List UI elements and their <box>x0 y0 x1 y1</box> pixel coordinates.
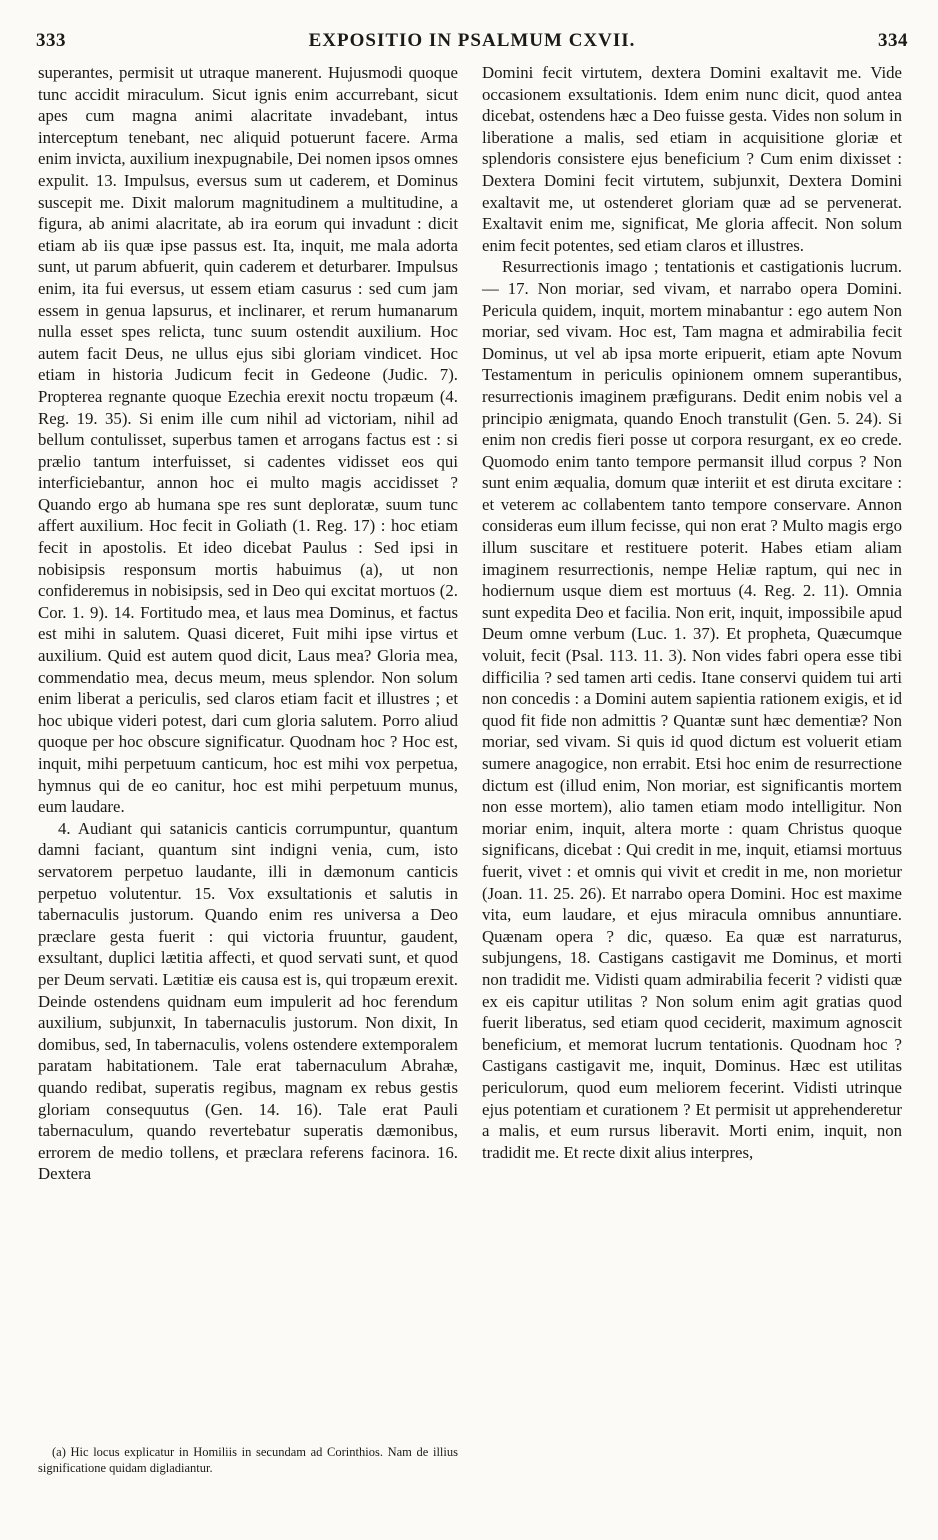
left-paragraph-1: superantes, permisit ut utraque manerent. Hujusmodi quoque tunc accidit miraculum. Sicut ignis enim accurrebant, sicut apes cum magna animi alacritate invadebant, intus interceptum tenebant, nec aliquid potuerunt facere. Arma enim invicta, auxilium inexpugnabile, Dei nomen ipsos omnes expulit. 13. Impulsus, eversus sum ut caderem, et Dominus suscepit me. Dixit malorum magnitudinem a multitudine, a figura, ab animi alacritate, ab ira eorum qui invadunt : dicit etiam ab iis quæ ipse passus est. Ita, inquit, me mala adorta sunt, ut parum abfuerit, quin caderem et deturbarer. Impulsus enim, ita fui eversus, ut essem etiam casurus : sed cum jam essem in genua lapsurus, et inclinarer, et rerum humanarum nulla esset spes relicta, tunc suum ostendit auxilium. Hoc autem facit Deus, ne ullus ejus sibi gloriam vindicet. Hoc etiam in historia Judicum fecit in Gedeone (Judic. 7). Propterea regnante quoque Ezechia erexit noctu tropæum (4. Reg. 19. 35). Si enim ille cum nihil ad victoriam, nihil ad bellum contulisset, superbus tamen et arrogans factus est : si prælio tantum interfuisset, si cadentes vidisset eos qui interficiebantur, annon hoc ei multo magis accidisset ? Quando ergo ab humana spe res sunt deploratæ, suum tunc affert auxilium. Hoc fecit in Goliath (1. Reg. 17) : hoc etiam fecit in apostolis. Et ideo dicebat Paulus : Sed ipsi in nobisipsis responsum mortis habuimus (a), ut non confideremus in nobisipsis, sed in Deo qui excitat mortuos (2. Cor. 1. 9). 14. Fortitudo mea, et laus mea Dominus, et factus est mihi in salutem. Quasi diceret, Fuit mihi ipse virtus et auxilium. Quid est autem quod dicit, Laus mea? Gloria mea, commendatio mea, decus meum, meus splendor. Non solum enim liberat a periculis, sed claros etiam facit et illustres ; et hoc ubique videri potest, dari cum gloria salutem. Porro aliud quoque per hoc obscure significatur. Quodnam hoc ? Hoc est, inquit, mihi perpetuum canticum, hoc est mihi vox perpetua, hymnus qui de eo canitur, hoc est mihi perpetuum munus, eum laudare. <box>38 63 458 817</box>
running-header <box>36 30 908 56</box>
left-paragraph-2: 4. Audiant qui satanicis canticis corrumpuntur, quantum damni faciant, quantum sint indigni venia, cum, isto servatorem perpetuo laudante, illi in dæmonum canticis perpetuo volutentur. 15. Vox exsultationis et salutis in tabernaculis justorum. Quando enim res universa a Deo præclare gesta fuerit : qui victoria fruuntur, gaudent, exsultant, duplici lætitia affecti, et quod servati sunt, et quod per Deum servati. Lætitiæ eis causa est is, qui tropæum erexit. Deinde ostendens quidnam eum impulerit ad hoc ferendum auxilium, subjunxit, In tabernaculis justorum. Non dixit, In domibus, sed, In tabernaculis, volens ostendere extemporalem paratam habitationem. Tale erat tabernaculum Abrahæ, quando redibat, superatis regibus, magnam ex rebus gestis gloriam consequutus (Gen. 14. 16). Tale erat Pauli tabernaculum, quando revertebatur superatis dæmonibus, errorem de medio tollens, et præclara referens facinora. 16. Dextera <box>38 818 458 1184</box>
page-number-left: 333 <box>36 30 66 51</box>
right-paragraph-2: Resurrectionis imago ; tentationis et castigationis lucrum. — 17. Non moriar, sed vivam, et narrabo opera Domini. Pericula quidem, inquit, mortem minabantur : ego autem Non moriar, sed vivam. Hoc est, Tam magna et admirabilia fecit Dominus, ut vel ab ipsa morte eripuerit, etiam apte Novum Testamentum in periculis opinionem omnem superantibus, resurrectionis imaginem præfigurans. Dedit enim nobis vel a principio ænigmata, quando Enoch transtulit (Gen. 5. 24). Si enim non credis fieri posse ut corpora resurgant, ex eo crede. Quomodo enim tanto tempore permansit illud corpus ? Non sunt enim æqualia, domum quæ interiit et est diruta excitare : et veterem ac collabentem tanto tempore conservare. Annon consideras eum illum fecisse, qui non erat ? Multo magis ergo illum suscitare et restituere poterit. Habes etiam aliam imaginem resurrectionis, nempe Heliæ raptum, qui nec in hodiernum usque diem est mortuus (4. Reg. 2. 11). Omnia sunt expedita Deo et facilia. Non erit, inquit, impossibile apud Deum omne verbum (Luc. 1. 37). Et propheta, Quæcumque voluit, fecit (Psal. 113. 11. 3). Non vides fabri opera esse tibi difficilia ? sed tamen arti cedis. Itane conservi quidem tui arti non concedis : a Domini autem sapientia rationem exigis, et id quod fit fide non admittis ? Quantæ sunt hæc dementiæ? Non moriar, sed vivam. Si quis id quod dictum est voluerit etiam sumere anagogice, non errabit. Etsi hoc enim de resurrectione dictum est (illud enim, Non moriar, est significantis mortem non esse mortem), alio tamen etiam modo intelligitur. Non moriar enim, inquit, altera morte : quam Christus quoque significans, dicebat : Qui credit in me, inquit, etiamsi mortuus fuerit, vivet : et omnis qui vivit et credit in me, non morietur (Joan. 11. 25. 26). Et narrabo opera Domini. Hoc est maxime vita, eum laudare, et ejus miracula omnibus annuntiare. Quænam opera ? dic, quæso. Ea quæ est narraturus, subjungens, 18. Castigans castigavit me Dominus, et morti non tradidit me. Vidisti quam admirabilia fecerit ? vidisti quæ ex eis capitur utilitas ? Non solum enim agit gratias quod fuerit liberatus, sed etiam quod ceciderit, maximum agnoscit beneficium, et memorat lucrum tentationis. Quodnam hoc ? Castigans castigavit me, inquit, Dominus. Hæc est utilitas periculorum, quod eum meliorem fecerint. Vidisti utrinque ejus potentiam et curationem ? Et permisit ut apprehenderetur a malis, et eum rursus liberavit. Morti enim, inquit, non tradidit me. Et recte dixit alius interpres, <box>482 257 902 1162</box>
page-number-right: 334 <box>878 30 908 51</box>
footnote: (a) Hic locus explicatur in Homiliis in secundam ad Corinthios. Nam de illius significatione quidam digladiantur. <box>38 1445 458 1475</box>
right-column <box>482 62 902 1163</box>
left-column <box>38 62 458 1185</box>
right-paragraph-1: Domini fecit virtutem, dextera Domini exaltavit me. Vide occasionem exsultationis. Idem enim nunc dicit, quod antea dicebat, ostendens hæc a Deo fuisse gesta. Vides non solum in liberatione a malis, sed etiam in acquisitione gloriæ et splendoris consistere ejus beneficium ? Cum enim dixisset : Dextera Domini fecit virtutem, subjunxit, Dextera Domini exaltavit me, ut ostenderet gloriam quæ ad se pervenerat. Exaltavit enim me, significat, Me gloria affecit. Non solum enim fecit potentes, sed etiam claros et illustres. <box>482 63 902 255</box>
running-title: EXPOSITIO IN PSALMUM CXVII. <box>308 30 636 51</box>
